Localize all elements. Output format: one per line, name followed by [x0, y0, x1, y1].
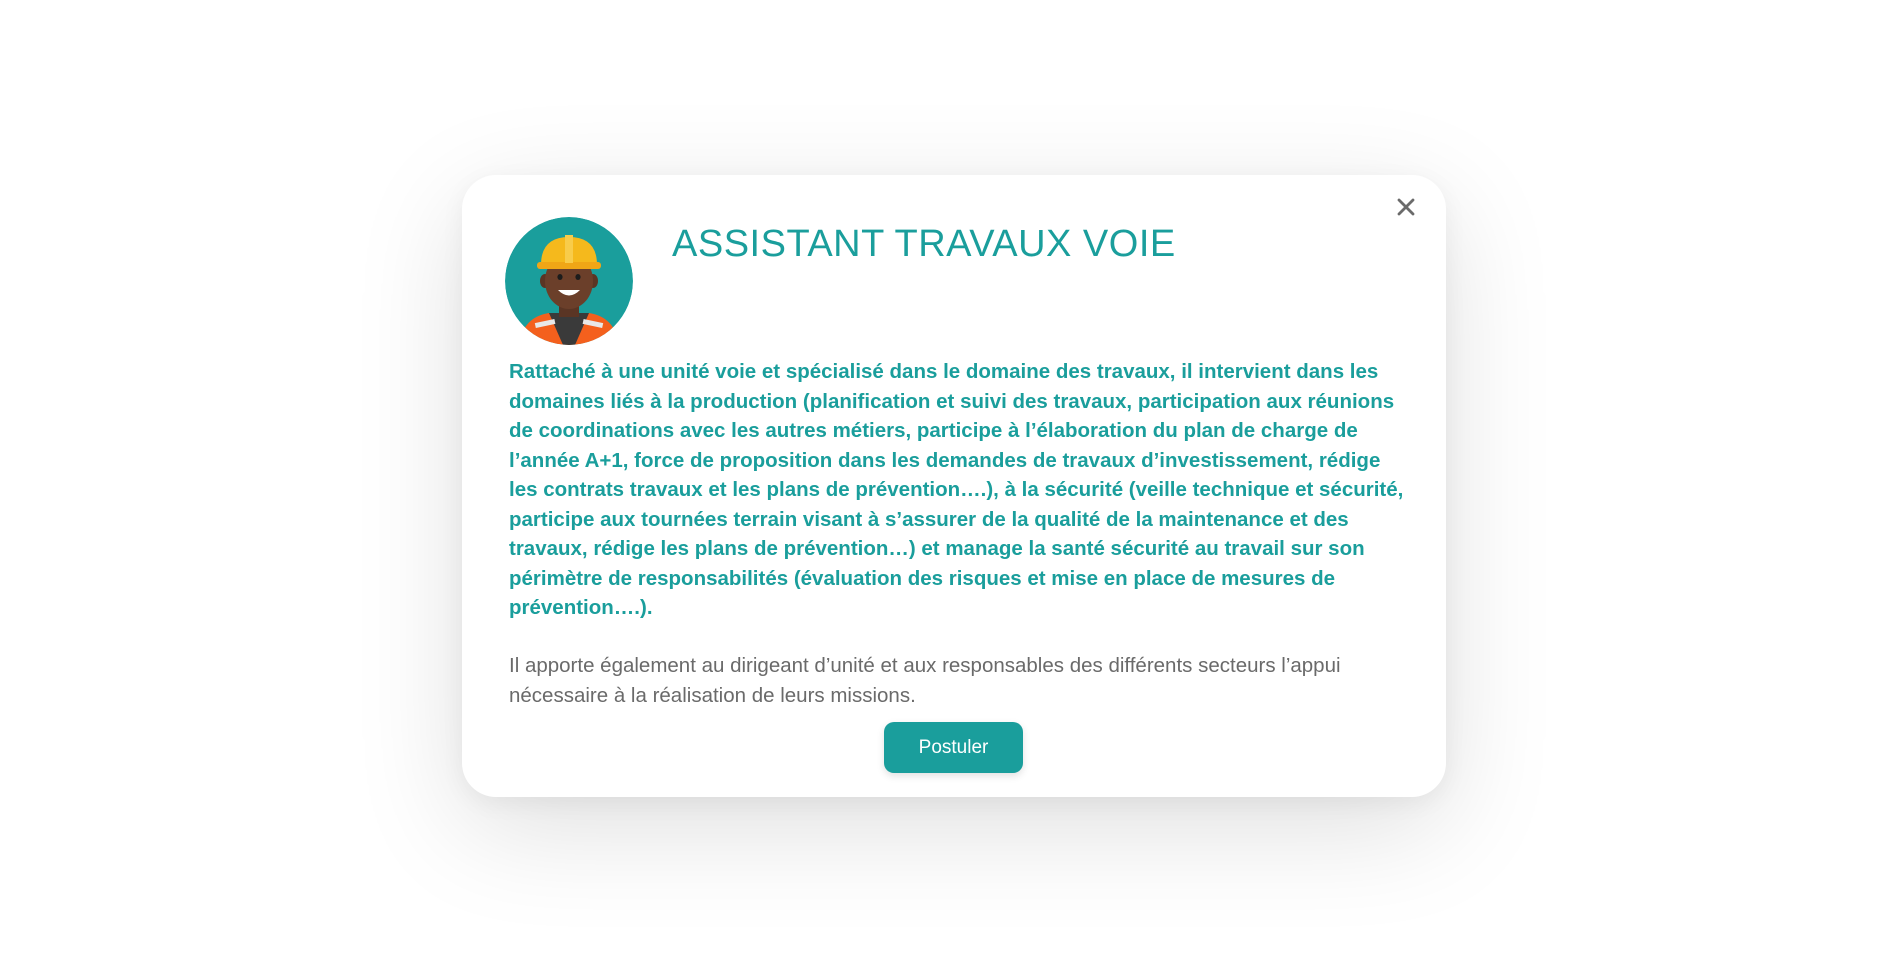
close-button[interactable] — [1390, 191, 1422, 223]
job-detail-modal — [462, 175, 1446, 797]
close-icon — [1396, 197, 1416, 217]
construction-worker-avatar — [505, 217, 633, 345]
job-additional-info: Il apporte également au dirigeant d’unité et aux responsables des différents secteurs l’appui nécessaire à la réalisation de leurs missions. — [509, 654, 1341, 707]
job-description: Rattaché à une unité voie et spécialisé dans le domaine des travaux, il intervient dans les domaines liés à la production (planification et suivi des travaux, participation aux réunions de coordinations avec les autres métiers, participe à l’élaboration du plan de charge de l’année A+1, force de proposition dans les demandes de travaux d’investissement, rédige les contrats travaux et les plans de prévention….), à la sécurité (veille technique et sécurité, participe aux tournées terrain visant à s’assurer de la qualité de la maintenance et des travaux, rédige les plans de prévention…) et manage la santé sécurité au travail sur son périmètre de responsabilités (évaluation des risques et mise en place de mesures de prévention….). — [509, 360, 1404, 619]
apply-button[interactable]: Postuler — [884, 722, 1023, 773]
job-title: ASSISTANT TRAVAUX VOIE — [672, 223, 1176, 265]
